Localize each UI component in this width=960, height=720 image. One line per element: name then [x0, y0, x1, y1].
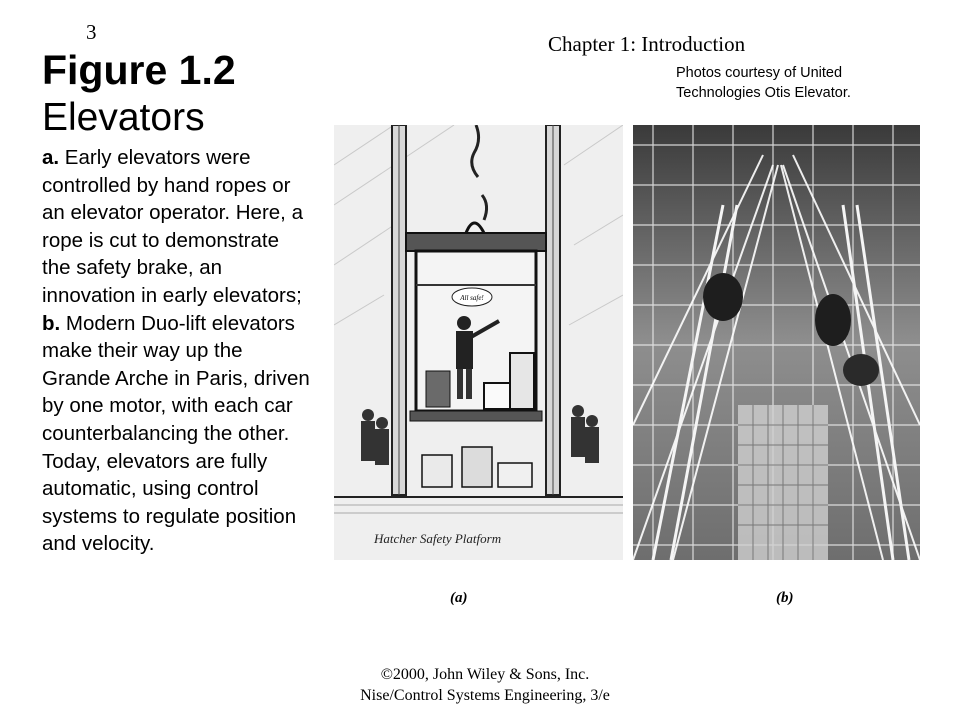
copyright-line: ©2000, John Wiley & Sons, Inc.: [380, 666, 590, 683]
page-number: 3: [86, 20, 97, 44]
handwritten-caption: Hatcher Safety Platform: [374, 531, 502, 546]
caption-part-a: [42, 144, 312, 310]
photo-modern-elevator: [633, 125, 920, 560]
grande-arche-photo: [633, 125, 920, 560]
chapter-heading: Chapter 1: Introduction: [548, 32, 746, 56]
figure-caption: [42, 144, 312, 558]
caption-marker-a: a.: [42, 146, 60, 169]
figure-title: Figure 1.2: [42, 47, 236, 93]
caption-text-b: Modern Duo-lift elevators make their way up the Grande Arche in Paris, driven by one motor, with each car counterbalancing the other. Today, elevators are fully automatic, using control systems to regulate position and velocity.: [42, 311, 310, 556]
book-title-line: Nise/Control Systems Engineering, 3/e: [360, 687, 610, 704]
caption-text-a: Early elevators were controlled by hand ropes or an elevator operator. Here, a rope is cut to demonstrate the safety brake, an innovation in early elevators;: [42, 146, 303, 307]
copyright-footer: [300, 664, 670, 706]
photo-credit-line-2: Technologies Otis Elevator.: [676, 85, 851, 101]
photo-credit-line-1: Photos courtesy of United: [676, 65, 843, 81]
caption-marker-b: b.: [42, 311, 61, 335]
speech-balloon-text: All safe!: [460, 294, 484, 302]
photo-credit: [676, 63, 926, 103]
photo-label-b: (b): [776, 590, 794, 606]
photo-early-elevator: [334, 125, 623, 560]
caption-part-b: [42, 310, 312, 558]
photo-label-a: (a): [450, 590, 468, 606]
figure-subtitle: Elevators: [42, 96, 205, 139]
engraving-illustration: [334, 125, 623, 560]
